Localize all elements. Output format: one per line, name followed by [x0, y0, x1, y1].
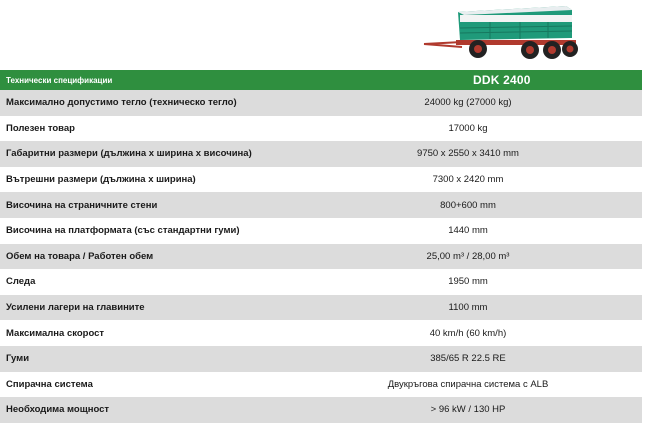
spec-label: Полезен товар: [0, 116, 386, 142]
spec-value: 1100 mm: [386, 295, 642, 321]
spec-value: 1950 mm: [386, 269, 642, 295]
spec-label: Усилени лагери на главините: [0, 295, 386, 321]
model-name: DDK 2400: [386, 70, 642, 90]
spec-value: Двукръгова спирачна система с ALB: [386, 372, 642, 398]
trailer-image: [420, 0, 585, 64]
table-row: [0, 346, 642, 372]
section-label: Технически спецификации: [0, 70, 386, 90]
spec-value: 17000 kg: [386, 116, 642, 142]
spec-label: Височина на платформата (със стандартни гуми): [0, 218, 386, 244]
table-row: [0, 295, 642, 321]
spec-table-header: [0, 70, 642, 90]
table-row: [0, 372, 642, 398]
spec-label: Максимална скорост: [0, 320, 386, 346]
spec-label: Височина на страничните стени: [0, 192, 386, 218]
table-row: [0, 116, 642, 142]
spec-value: 24000 kg (27000 kg): [386, 90, 642, 116]
spec-label: Необходима мощност: [0, 397, 386, 423]
spec-label: Габаритни размери (дължина х ширина х височина): [0, 141, 386, 167]
spec-value: 385/65 R 22.5 RE: [386, 346, 642, 372]
spec-label: Гуми: [0, 346, 386, 372]
spec-value: > 96 kW / 130 HP: [386, 397, 642, 423]
table-row: [0, 192, 642, 218]
spec-label: Следа: [0, 269, 386, 295]
spec-label: Вътрешни размери (дължина х ширина): [0, 167, 386, 193]
table-row: [0, 397, 642, 423]
spec-value: 25,00 m³ / 28,00 m³: [386, 244, 642, 270]
spec-value: 7300 x 2420 mm: [386, 167, 642, 193]
spec-value: 1440 mm: [386, 218, 642, 244]
table-row: [0, 141, 642, 167]
spec-table: [0, 70, 642, 423]
table-row: [0, 320, 642, 346]
spec-value: 800+600 mm: [386, 192, 642, 218]
table-row: [0, 167, 642, 193]
table-row: [0, 269, 642, 295]
spec-value: 40 km/h (60 km/h): [386, 320, 642, 346]
spec-value: 9750 x 2550 x 3410 mm: [386, 141, 642, 167]
table-row: [0, 90, 642, 116]
spec-label: Максимално допустимо тегло (техническо тегло): [0, 90, 386, 116]
table-row: [0, 218, 642, 244]
spec-label: Спирачна система: [0, 372, 386, 398]
spec-label: Обем на товара / Работен обем: [0, 244, 386, 270]
table-row: [0, 244, 642, 270]
